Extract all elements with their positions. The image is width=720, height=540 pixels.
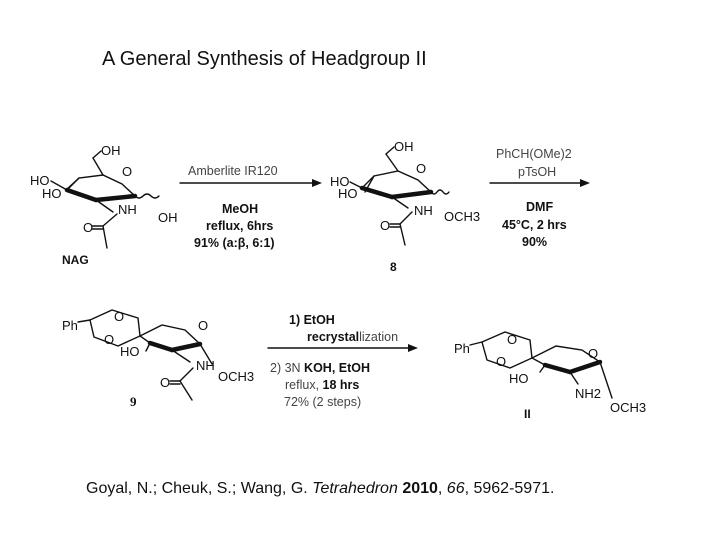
reaction-step-3 [268,313,418,409]
arrow-head [408,344,418,352]
compound-8 [330,139,480,274]
step3-recrystallization: recrystallization [307,330,399,344]
compound-ii [454,332,646,421]
ii-atom-och3: OCH3 [610,400,647,415]
ii-nh2-bond [570,372,578,384]
c8-atom-oh: OH [394,139,414,154]
ii-atom-nh2: NH2 [575,386,602,401]
c9-ph-bond [78,320,90,322]
arrow-head [580,179,590,187]
ii-ph-bond [470,342,482,345]
compound-nag [30,143,178,267]
ii-atom-o: O [588,346,599,361]
c8-anomeric-wavy-bond [431,190,449,194]
nag-anomeric-wavy-bond [135,194,159,198]
step1-conditions: reflux, 6hrs [206,219,274,233]
step2-reagent: PhCH(OMe)2 [496,147,572,161]
nag-label: NAG [62,253,89,267]
step2-yield: 90% [522,235,548,249]
page-title: A General Synthesis of Headgroup II [102,48,427,70]
c9-amide-bond [180,368,193,381]
c9-atom-ph: Ph [62,318,78,333]
ii-wedge-bond [570,362,600,372]
nag-atom-nh: NH [118,202,137,217]
nag-methyl-bond [103,226,107,248]
ii-wedge-bond [545,365,570,372]
c8-wedge-bond [392,192,431,197]
step1-yield: 91% (a:β, 6:1) [194,236,275,250]
ii-atom-ph: Ph [454,341,470,356]
citation-authors: Goyal, N.; Cheuk, S.; Wang, G. [86,480,313,497]
ii-label: II [524,407,531,421]
step3-base: 2) 3N KOH, EtOH [270,361,371,375]
nag-atom-o: O [83,220,94,235]
citation-volume: 66 [446,480,465,497]
reaction-step-2 [490,147,590,249]
step3-step1: 1) EtOH [289,313,335,327]
ii-oh-bond [540,365,545,372]
citation: Goyal, N.; Cheuk, S.; Wang, G. Tetrahedron 2010, 66, 5962-5971. [86,480,555,497]
c9-wedge-bond [150,343,172,350]
step2-catalyst: pTsOH [518,165,557,179]
c8-atom-o: O [416,161,427,176]
citation-journal: Tetrahedron [312,480,398,497]
nag-oh-bond [66,178,79,190]
citation-year: 2010 [402,480,438,497]
c9-wedge-bond [172,344,200,350]
step1-reagent: Amberlite IR120 [188,164,278,178]
nag-ch2-bond [93,158,103,175]
c9-atom-o: O [114,309,125,324]
c8-atom-och3: OCH3 [444,209,481,224]
nag-amide-bond [103,214,117,226]
nag-atom-ho: HO [30,173,50,188]
ii-atom-o: O [507,332,518,347]
step2-solvent: DMF [526,200,554,214]
nag-atom-o: O [122,164,133,179]
c8-amide-bond [400,212,412,224]
arrow-head [312,179,322,187]
c9-atom-nh: NH [196,358,215,373]
c9-atom-ho: HO [120,344,140,359]
reaction-step-1 [180,164,322,250]
ii-ome-bond [600,362,612,398]
c9-oh-bond [146,343,150,351]
c8-n-bond [392,197,408,208]
nag-wedge-bond [96,196,135,200]
c8-methyl-bond [400,224,405,245]
c8-ch2-bond [386,147,394,154]
c8-atom-nh: NH [414,203,433,218]
c8-atom-o: O [380,218,391,233]
nag-atom-oh: OH [101,143,121,158]
ii-atom-o: O [496,354,507,369]
step3-conditions: reflux, 18 hrs [285,378,360,392]
citation-pages: , 5962-5971. [464,480,555,497]
c9-n-bond [172,350,190,362]
nag-atom-oh: OH [158,210,178,225]
step1-solvent: MeOH [222,202,259,216]
c9-atom-o: O [198,318,209,333]
step3-yield: 72% (2 steps) [284,395,362,409]
c9-atom-o: O [160,375,171,390]
c8-label: 8 [390,260,397,274]
c9-methyl-bond [180,381,192,400]
compound-9 [62,309,254,409]
step2-conditions: 45°C, 2 hrs [502,218,567,232]
c8-ch2-bond [386,154,398,171]
c8-atom-ho: HO [330,174,350,189]
c9-atom-och3: OCH3 [218,369,255,384]
c8-atom-ho: HO [338,186,358,201]
nag-n-bond [96,200,113,212]
c9-atom-o: O [104,332,115,347]
nag-wedge-bond [67,190,96,200]
nag-atom-ho: HO [42,186,62,201]
c9-label: 9 [130,394,137,409]
ii-atom-ho: HO [509,371,529,386]
nag-ch2-bond [93,151,101,158]
